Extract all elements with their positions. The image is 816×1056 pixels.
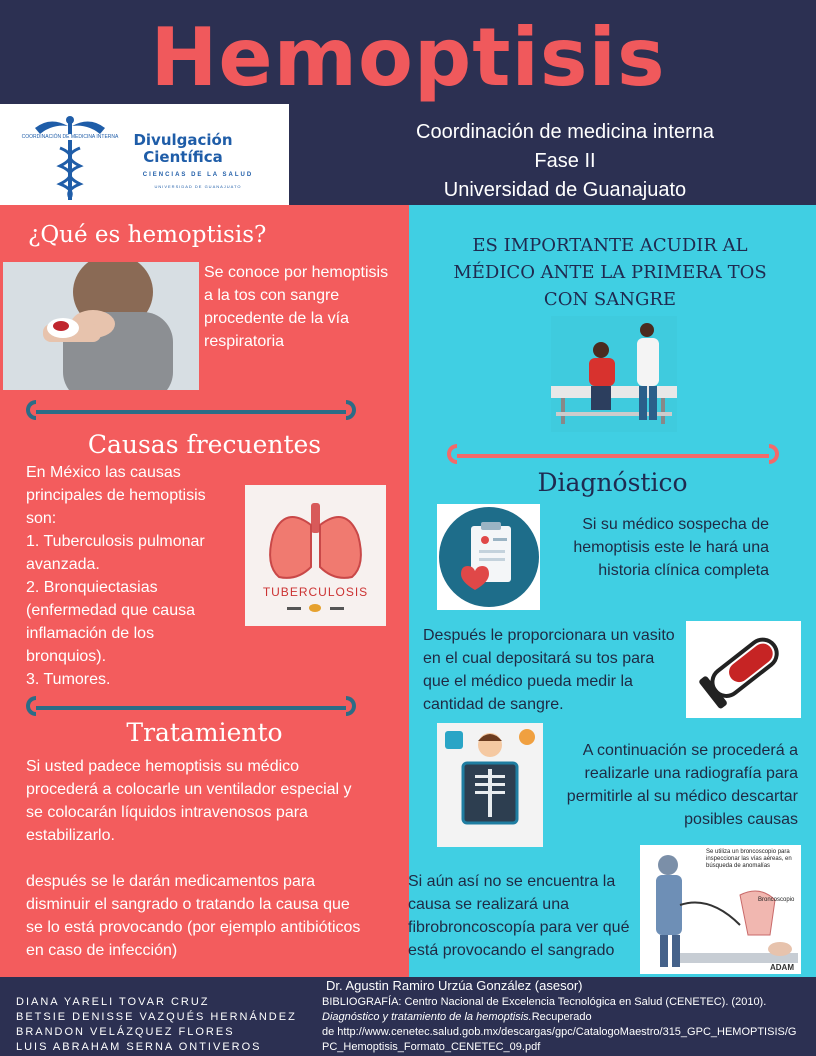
que-es-text: Se conoce por hemoptisis a la tos con sangre procedente de la vía respiratoria (204, 264, 389, 350)
author-name: LUIS ABRAHAM SERNA ONTIVEROS (16, 1041, 262, 1053)
diagnostico-text-2: Después le proporcionara un vasito en el cual depositará su tos para que el médico pueda medir la cantidad de sangre. (423, 627, 675, 713)
header-line-2: Fase II (534, 150, 596, 172)
author-name: BETSIE DENISSE VAZQUÉS HERNÁNDEZ (16, 1011, 297, 1023)
universidad-logo-text: UNIVERSIDAD DE GUANAJUATO (154, 184, 242, 189)
causas-line: En México las causas (26, 464, 181, 481)
causas-line: inflamación de los (26, 625, 155, 642)
doctor-visit-image (551, 316, 677, 432)
bronchoscope-label: Broncoscopio (758, 897, 795, 903)
diagnostico-text-1: Si su médico sospecha de hemoptisis este le hará una historia clínica completa (573, 516, 769, 579)
author-name: DIANA YARELI TOVAR CRUZ (16, 996, 210, 1008)
caduceus-logo-icon (30, 114, 110, 202)
logos-panel (0, 104, 289, 205)
bibliography (322, 995, 812, 1055)
ciencias-text: CIENCIAS DE LA SALUD (142, 172, 254, 178)
diagnostico-heading: Diagnóstico (537, 468, 688, 497)
xray-image (437, 723, 543, 847)
page-title: Hemoptisis (150, 11, 666, 104)
tuberculosis-label: TUBERCULOSIS (262, 585, 369, 599)
adam-watermark: ADAM (770, 963, 794, 972)
tratamiento-paragraph-2: después se le darán medicamentos para disminuir el sangrado o tratando la causa que se lo está provocando (por ejemplo antibióticos en caso de infección) (26, 873, 361, 959)
blood-tube-image (686, 621, 801, 718)
bronchoscopy-icon (640, 845, 801, 974)
tratamiento-paragraph-1: Si usted padece hemoptisis su médico procederá a colocarle un ventilador especial y se colocarán líquidos intravenosos para estabilizarlo. (26, 758, 352, 844)
causas-line: (enfermedad que causa (26, 602, 195, 619)
asesor-text: Dr. Agustin Ramiro Urzúa González (asesor) (326, 978, 583, 993)
authors-list (16, 995, 297, 1055)
tratamiento-heading: Tratamiento (126, 718, 283, 747)
left-divider-2 (26, 696, 356, 720)
bibliography-recuperado: Recuperado (531, 1011, 592, 1023)
author-name: BRANDON VELÁZQUEZ FLORES (16, 1026, 235, 1038)
tuberculosis-image (245, 485, 386, 626)
woman-coughing-icon (3, 262, 199, 390)
left-divider-1 (26, 400, 356, 424)
header-line-1: Coordinación de medicina interna (416, 121, 714, 143)
bronchoscopy-image (640, 845, 801, 974)
coughing-woman-image (3, 262, 199, 390)
cientifica-text: Científica (143, 148, 223, 166)
divulgacion-text: Divulgación (133, 131, 233, 149)
clipboard-image (437, 504, 540, 610)
medicina-logo-text: COORDINACIÓN DE MEDICINA INTERNA (21, 134, 119, 140)
lungs-icon (245, 485, 386, 626)
bibliography-title: Diagnóstico y tratamiento de la hemoptisis. (322, 1011, 532, 1023)
causas-line: 3. Tumores. (26, 671, 111, 688)
diagnostico-text-4: Si aún así no se encuentra la causa se realizará una fibrobroncoscopía para ver qué está provocando el sangrado (408, 873, 630, 959)
header-info (380, 118, 750, 205)
bibliography-url-line-2[interactable]: PC_Hemoptisis_Formato_CENETEC_09.pdf (322, 1041, 541, 1053)
causas-heading: Causas frecuentes (87, 430, 322, 459)
bronchoscopy-caption: Se utiliza un broncoscopio para inspeccionar las vías aéreas, en búsqueda de anomalías (706, 849, 792, 869)
causas-line: 1. Tuberculosis pulmonar (26, 533, 205, 550)
bibliography-url-line-1[interactable]: de http://www.cenetec.salud.gob.mx/descargas/gpc/CatalogoMaestro/315_GPC_HEMOPTISIS/G (322, 1026, 797, 1038)
causas-line: bronquios). (26, 648, 107, 665)
importante-heading: ES IMPORTANTE ACUDIR AL MÉDICO ANTE LA PRIMERA TOS CON SANGRE (453, 235, 767, 310)
causas-line: 2. Bronquiectasias (26, 579, 158, 596)
xray-skeleton-icon (437, 723, 543, 847)
causas-line: avanzada. (26, 556, 100, 573)
test-tube-icon (686, 621, 801, 718)
causas-line: son: (26, 510, 57, 527)
bibliography-line-1: BIBLIOGRAFÍA: Centro Nacional de Excelencia Tecnológica en Salud (CENETEC). (2010). (322, 996, 767, 1008)
clipboard-heart-icon (437, 504, 540, 610)
doctor-patient-icon (551, 316, 677, 432)
bibliography-line-2 (322, 1010, 812, 1025)
causas-line: principales de hemoptisis (26, 487, 206, 504)
causas-list (26, 461, 241, 691)
que-es-heading: ¿Qué es hemoptisis? (28, 222, 267, 248)
right-divider (447, 444, 779, 468)
diagnostico-text-3: A continuación se procederá a realizarle una radiografía para permitirle al su médico descartar posibles causas (566, 742, 798, 828)
header-line-3: Universidad de Guanajuato (443, 179, 687, 201)
